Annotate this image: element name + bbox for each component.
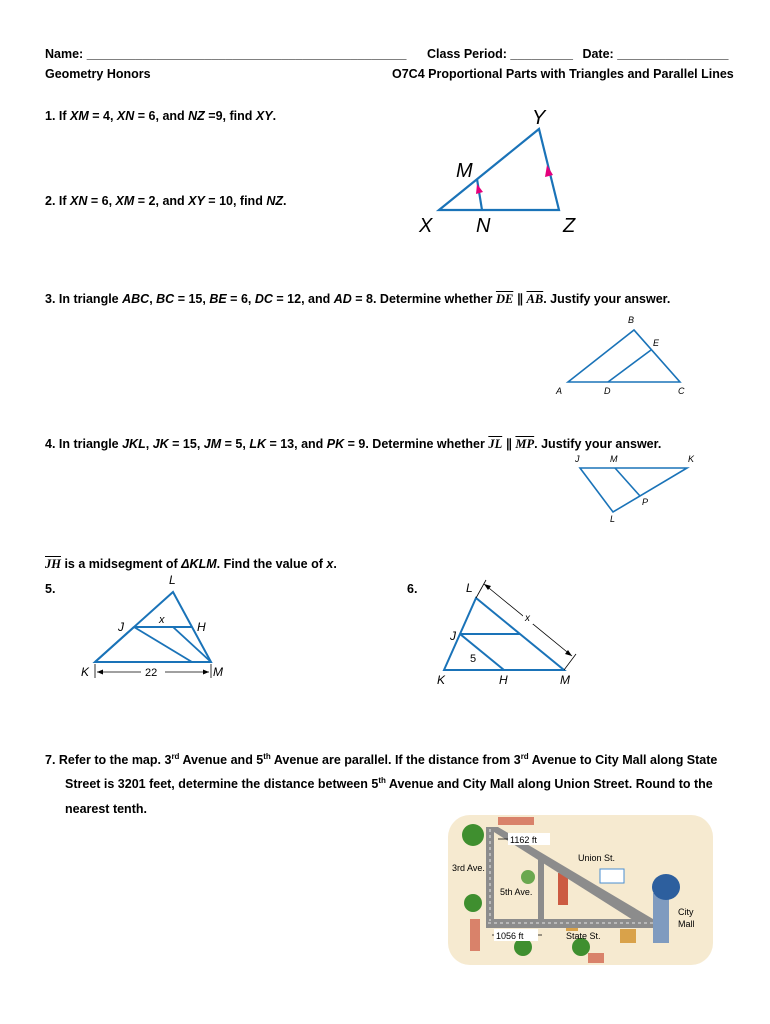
map-label-1056: 1056 ft xyxy=(496,931,524,941)
question-7-line-1: 7. Refer to the map. 3rd Avenue and 5th Avenue are parallel. If the distance from 3rd Avenue to City Mall along State xyxy=(45,752,718,768)
inner-segment-2 xyxy=(134,627,192,662)
label-m6: M xyxy=(560,673,570,687)
extension-line-l xyxy=(476,580,486,598)
segment-jh-diag xyxy=(460,634,504,670)
label-h6: H xyxy=(499,673,508,687)
question-1: 1. If XM = 4, XN = 6, and NZ =9, find XY. xyxy=(45,109,277,123)
name-blank: ______________________________________________ xyxy=(86,47,407,61)
label-m5: M xyxy=(213,665,223,679)
map-label-1162: 1162 ft xyxy=(510,835,537,845)
lesson-title: O7C4 Proportional Parts with Triangles and Parallel Lines xyxy=(392,67,734,81)
label-l6: L xyxy=(466,581,473,595)
label-j6: J xyxy=(450,629,456,643)
map-label-mall: Mall xyxy=(678,919,695,929)
parallel-arrow-mn xyxy=(476,184,483,194)
question-7-line-3: nearest tenth. xyxy=(65,802,147,816)
label-5: 5 xyxy=(470,653,477,665)
name-line xyxy=(45,47,407,61)
figure-triangle-xyz xyxy=(410,102,600,242)
label-d: D xyxy=(604,386,611,396)
period-label: Class Period: xyxy=(427,47,507,61)
label-p: P xyxy=(642,497,649,507)
label-m: M xyxy=(456,160,473,182)
city-mall-icon xyxy=(653,893,669,943)
figure-triangle-abc xyxy=(548,310,698,400)
extension-line-m xyxy=(564,654,576,670)
label-x6: x xyxy=(525,613,530,624)
period-line xyxy=(427,47,728,61)
label-m4: M xyxy=(610,454,618,464)
label-k6: K xyxy=(437,673,446,687)
period-blank: _________ xyxy=(510,47,573,61)
course-title: Geometry Honors xyxy=(45,67,151,81)
bush-icon xyxy=(521,870,535,884)
tree-icon xyxy=(462,824,484,846)
label-b: B xyxy=(628,315,635,325)
building-icon xyxy=(470,919,480,951)
label-e: E xyxy=(653,338,660,348)
label-x5: x xyxy=(159,614,165,626)
dimension-arrow-right xyxy=(203,670,209,675)
label-j5: J xyxy=(118,620,124,634)
midsegment-instruction: $\overline{JH}$ is a midsegment of ΔKLM. Find the value of x. xyxy=(45,557,337,571)
map-label-5th-ave: 5th Ave. xyxy=(500,887,533,897)
name-label: Name: xyxy=(45,47,84,61)
question-5-number: 5. xyxy=(45,582,56,596)
label-l: L xyxy=(610,514,616,524)
building-icon xyxy=(498,817,534,825)
inner-segment-1 xyxy=(95,627,134,662)
label-n: N xyxy=(476,215,491,237)
sign-icon xyxy=(600,869,624,883)
city-mall-dome-icon xyxy=(652,874,680,900)
question-6-number: 6. xyxy=(407,582,418,596)
label-l5: L xyxy=(169,573,176,587)
label-h5: H xyxy=(197,620,206,634)
map-label-union-st: Union St. xyxy=(578,853,616,863)
city-map xyxy=(448,815,713,965)
date-label: Date: xyxy=(582,47,614,61)
map-label-state-st: State St. xyxy=(566,931,601,941)
road-state-st xyxy=(486,919,656,928)
figure-midsegment-6 xyxy=(428,572,588,692)
label-a: A xyxy=(556,386,563,396)
building-icon xyxy=(620,929,636,943)
road-5th-ave xyxy=(538,859,544,925)
segment-mp xyxy=(615,468,640,496)
label-x: X xyxy=(419,215,433,237)
triangle-jkl xyxy=(580,468,687,512)
segment-mn xyxy=(477,179,482,210)
label-k5: K xyxy=(81,665,90,679)
label-y: Y xyxy=(532,107,546,129)
label-c: C xyxy=(678,386,685,396)
question-7-line-2: Street is 3201 feet, determine the distance between 5th Avenue and City Mall along Union Street. Round to the xyxy=(65,776,713,792)
figure-midsegment-5 xyxy=(75,570,245,685)
map-label-city: City xyxy=(678,907,694,917)
dimension-arrow-left xyxy=(97,670,103,675)
question-3: 3. In triangle ABC, BC = 15, BE = 6, DC = 12, and AD = 8. Determine whether $\overline{DE}$ ∥ $\overline{AB}$. Justify your answer. xyxy=(45,292,671,306)
label-k: K xyxy=(688,454,695,464)
tree-icon xyxy=(464,894,482,912)
segment-de xyxy=(608,350,651,382)
building-icon xyxy=(588,953,604,963)
triangle-abc xyxy=(568,330,680,382)
label-j: J xyxy=(575,454,580,464)
figure-triangle-jkl xyxy=(565,450,705,530)
label-z: Z xyxy=(563,215,576,237)
question-4: 4. In triangle JKL, JK = 15, JM = 5, LK = 13, and PK = 9. Determine whether $\overline{JL}$ ∥ $\overline{MP}$. Justify your answer. xyxy=(45,437,662,451)
date-blank: ________________ xyxy=(617,47,729,61)
map-label-3rd-ave: 3rd Ave. xyxy=(452,863,485,873)
question-2: 2. If XN = 6, XM = 2, and XY = 10, find NZ. xyxy=(45,194,287,208)
label-22: 22 xyxy=(145,667,158,679)
